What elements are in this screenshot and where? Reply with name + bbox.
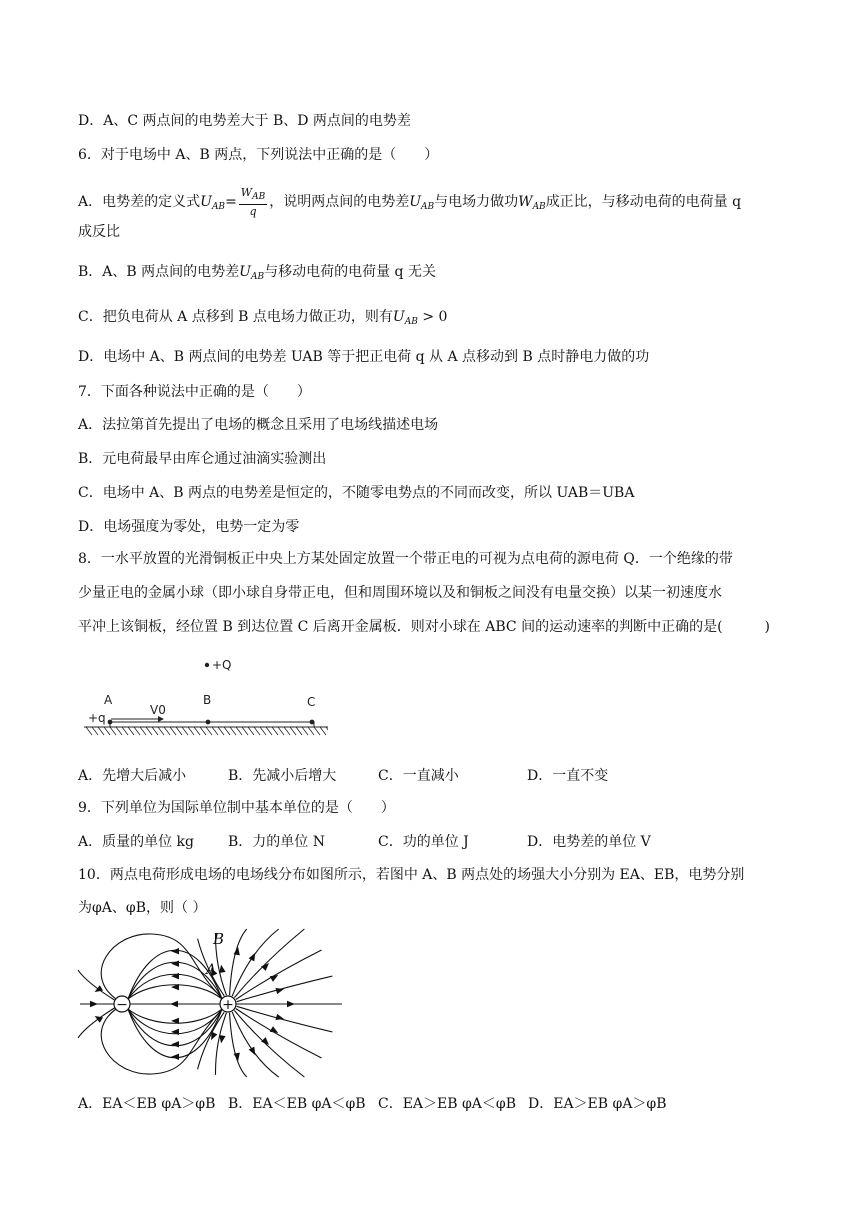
field-line-incoming bbox=[78, 1007, 116, 1038]
q8-option-c: C．一直减小 bbox=[378, 768, 459, 784]
field-line-radial bbox=[232, 929, 278, 996]
point-c bbox=[310, 720, 315, 725]
hatch-mark bbox=[200, 727, 206, 735]
hatch-mark bbox=[230, 727, 236, 735]
hatch-mark bbox=[182, 727, 188, 735]
negative-sign: − bbox=[116, 997, 128, 1013]
label-point-b: B bbox=[213, 930, 225, 948]
field-arrow bbox=[219, 1035, 225, 1043]
field-arrow bbox=[171, 948, 179, 954]
hatch-mark bbox=[104, 727, 110, 735]
q8-option-d: D．一直不变 bbox=[527, 768, 609, 784]
field-arrow bbox=[171, 1054, 179, 1060]
hatch-mark bbox=[170, 727, 176, 735]
q6-option-b-pre: B．A、B 两点间的电势差 bbox=[78, 264, 240, 280]
q6-option-a-mid1: ，说明两点间的电势差 bbox=[269, 194, 410, 210]
q7-option-d: D．电场强度为零处，电势一定为零 bbox=[78, 519, 300, 535]
hatch-mark bbox=[296, 727, 302, 735]
hatch-mark bbox=[224, 727, 230, 735]
field-arrow bbox=[170, 1001, 178, 1007]
field-arrow bbox=[275, 1014, 284, 1020]
hatch-mark bbox=[98, 727, 104, 735]
label-c: C bbox=[307, 695, 316, 709]
hatch-mark bbox=[320, 727, 326, 735]
hatch-mark bbox=[218, 727, 224, 735]
field-arrow bbox=[90, 1001, 98, 1007]
hatch-mark bbox=[260, 727, 266, 735]
hatch-mark bbox=[206, 727, 212, 735]
q10-option-a: A．EA＜EB φA＞φB bbox=[78, 1096, 216, 1112]
positive-sign: + bbox=[222, 997, 234, 1013]
hatch-mark bbox=[254, 727, 260, 735]
q9-option-d: D．电势差的单位 V bbox=[527, 834, 651, 850]
hatch-mark bbox=[128, 727, 134, 735]
q7-option-a: A．法拉第首先提出了电场的概念且采用了电场线描述电场 bbox=[78, 417, 439, 433]
q6-option-c-expr: > 0 bbox=[422, 309, 448, 325]
hatch-mark bbox=[188, 727, 194, 735]
q10-option-b: B．EA＜EB φA＜φB bbox=[228, 1096, 366, 1112]
hatch-mark bbox=[110, 727, 116, 735]
q7-option-c: C．电场中 A、B 两点的电势差是恒定的，不随零电势点的不同而改变，所以 UAB＝UBA bbox=[78, 485, 635, 501]
field-line-radial bbox=[237, 1006, 333, 1032]
q10-option-d: D．EA＞EB φA＞φB bbox=[528, 1096, 667, 1112]
field-arrow bbox=[219, 965, 225, 973]
field-arrow bbox=[275, 988, 284, 994]
hatch-mark bbox=[194, 727, 200, 735]
q10-field-line-figure bbox=[76, 927, 346, 1079]
field-arrow bbox=[249, 1047, 256, 1056]
ground-hatching bbox=[86, 727, 328, 735]
hatch-mark bbox=[140, 727, 146, 735]
q6-option-d: D．电场中 A、B 两点间的电势差 UAB 等于把正电荷 q 从 A 点移动到 B 点时静电力做的功 bbox=[78, 349, 650, 365]
copper-plate bbox=[110, 722, 314, 727]
hatch-mark bbox=[308, 727, 314, 735]
field-arrow bbox=[211, 1032, 217, 1041]
hatch-mark bbox=[86, 727, 92, 735]
hatch-mark bbox=[290, 727, 296, 735]
hatch-mark bbox=[212, 727, 218, 735]
q8-options bbox=[78, 766, 608, 786]
hatch-mark bbox=[278, 727, 284, 735]
hatch-mark bbox=[176, 727, 182, 735]
hatch-mark bbox=[272, 727, 278, 735]
q8-figure bbox=[78, 652, 328, 744]
hatch-mark bbox=[92, 727, 98, 735]
q10-stem-line1: 10．两点电荷形成电场的电场线分布如图所示，若图中 A、B 两点处的场强大小分别为 EA、EB，电势分别 bbox=[78, 867, 745, 883]
q9-option-c: C．功的单位 J bbox=[378, 834, 469, 850]
point-b bbox=[206, 720, 211, 725]
hatch-mark bbox=[134, 727, 140, 735]
q6-option-a-post: 成正比，与移动电荷的电荷量 q bbox=[545, 194, 742, 210]
q6-option-c: C．把负电荷从 A 点移到 B 点电场力做正功，则有$U_{AB} > 0$ bbox=[78, 309, 448, 327]
source-charge-dot bbox=[205, 663, 209, 667]
label-a: A bbox=[104, 693, 113, 707]
hatch-mark bbox=[284, 727, 290, 735]
q10-option-c: C．EA＞EB φA＜φB bbox=[378, 1096, 517, 1112]
hatch-mark bbox=[326, 727, 328, 735]
q6-option-b: B．A、B 两点间的电势差$U_{AB}$与移动电荷的电荷量 q 无关 bbox=[78, 264, 436, 282]
q6-option-b-post: 与移动电荷的电荷量 q 无关 bbox=[264, 264, 436, 280]
hatch-mark bbox=[302, 727, 308, 735]
q9-stem: 9．下列单位为国际单位制中基本单位的是（ ） bbox=[78, 800, 395, 816]
label-plus-q: +q bbox=[88, 711, 106, 725]
q10-options bbox=[78, 1094, 667, 1114]
q6-option-c-pre: C．把负电荷从 A 点移到 B 点电场力做正功，则有 bbox=[78, 309, 393, 325]
hatch-mark bbox=[164, 727, 170, 735]
hatch-mark bbox=[242, 727, 248, 735]
field-arrow bbox=[270, 1026, 279, 1033]
field-line-radial bbox=[237, 976, 333, 1002]
field-arrow bbox=[287, 1001, 295, 1007]
q10-stem-line2: 为φA、φB，则（ ） bbox=[78, 900, 207, 916]
q6-option-a-continued: 成反比 bbox=[78, 224, 120, 240]
hatch-mark bbox=[266, 727, 272, 735]
field-arrow bbox=[171, 1041, 179, 1047]
q9-options bbox=[78, 832, 651, 852]
hatch-mark bbox=[248, 727, 254, 735]
hatch-mark bbox=[152, 727, 158, 735]
q6-stem: 6．对于电场中 A、B 两点，下列说法中正确的是（ ） bbox=[78, 147, 439, 163]
ball-a bbox=[108, 720, 113, 725]
q8-stem-line3: 平冲上该铜板，经位置 B 到达位置 C 后离开金属板．则对小球在 ABC 间的运动速率的判断中正确的是( ) bbox=[78, 619, 770, 635]
formula-fraction: $\frac{W_{AB}}{q}$ bbox=[240, 186, 266, 218]
label-source-q: +Q bbox=[212, 658, 232, 672]
q8-stem-line2: 少量正电的金属小球（即小球自身带正电，但和周围环境以及和铜板之间没有电量交换）以某一初速度水 bbox=[78, 585, 722, 601]
q7-stem: 7．下面各种说法中正确的是（ ） bbox=[78, 384, 311, 400]
field-line-radial bbox=[230, 929, 247, 995]
field-arrow bbox=[171, 960, 179, 966]
q6-option-a: A．电势差的定义式$U_{AB}=$ $\frac{W_{AB}}{q}$ ，说明两点间的电势差$U_{AB}$与电场力做功$W_{AB}$成正比，与移动电荷的电荷量 q bbox=[78, 186, 742, 218]
q7-option-b: B．元电荷最早由库仑通过油滴实验测出 bbox=[78, 451, 327, 467]
q8-option-a: A．先增大后减小 bbox=[78, 768, 187, 784]
hatch-mark bbox=[116, 727, 122, 735]
field-line-incoming bbox=[78, 970, 116, 1001]
hatch-mark bbox=[146, 727, 152, 735]
label-b: B bbox=[203, 693, 212, 707]
label-v0: V0 bbox=[150, 703, 166, 717]
q9-option-b: B．力的单位 N bbox=[228, 834, 325, 850]
q5-option-d: D．A、C 两点间的电势差大于 B、D 两点间的电势差 bbox=[78, 113, 411, 129]
q6-option-a-pre: A．电势差的定义式 bbox=[78, 194, 201, 210]
q9-option-a: A．质量的单位 kg bbox=[78, 834, 195, 850]
hatch-mark bbox=[236, 727, 242, 735]
q8-stem-line1: 8．一水平放置的光滑铜板正中央上方某处固定放置一个带正电的可视为点电荷的源电荷 Q．一个绝缘的带 bbox=[78, 551, 733, 567]
field-line-radial bbox=[234, 929, 304, 998]
hatch-mark bbox=[122, 727, 128, 735]
q6-option-a-mid2: 与电场力做功 bbox=[434, 194, 519, 210]
q8-option-b: B．先减小后增大 bbox=[228, 768, 337, 784]
field-arrow bbox=[249, 953, 256, 962]
field-arrow bbox=[270, 975, 279, 982]
hatch-mark bbox=[158, 727, 164, 735]
hatch-mark bbox=[314, 727, 320, 735]
label-point-a: A bbox=[206, 962, 217, 978]
